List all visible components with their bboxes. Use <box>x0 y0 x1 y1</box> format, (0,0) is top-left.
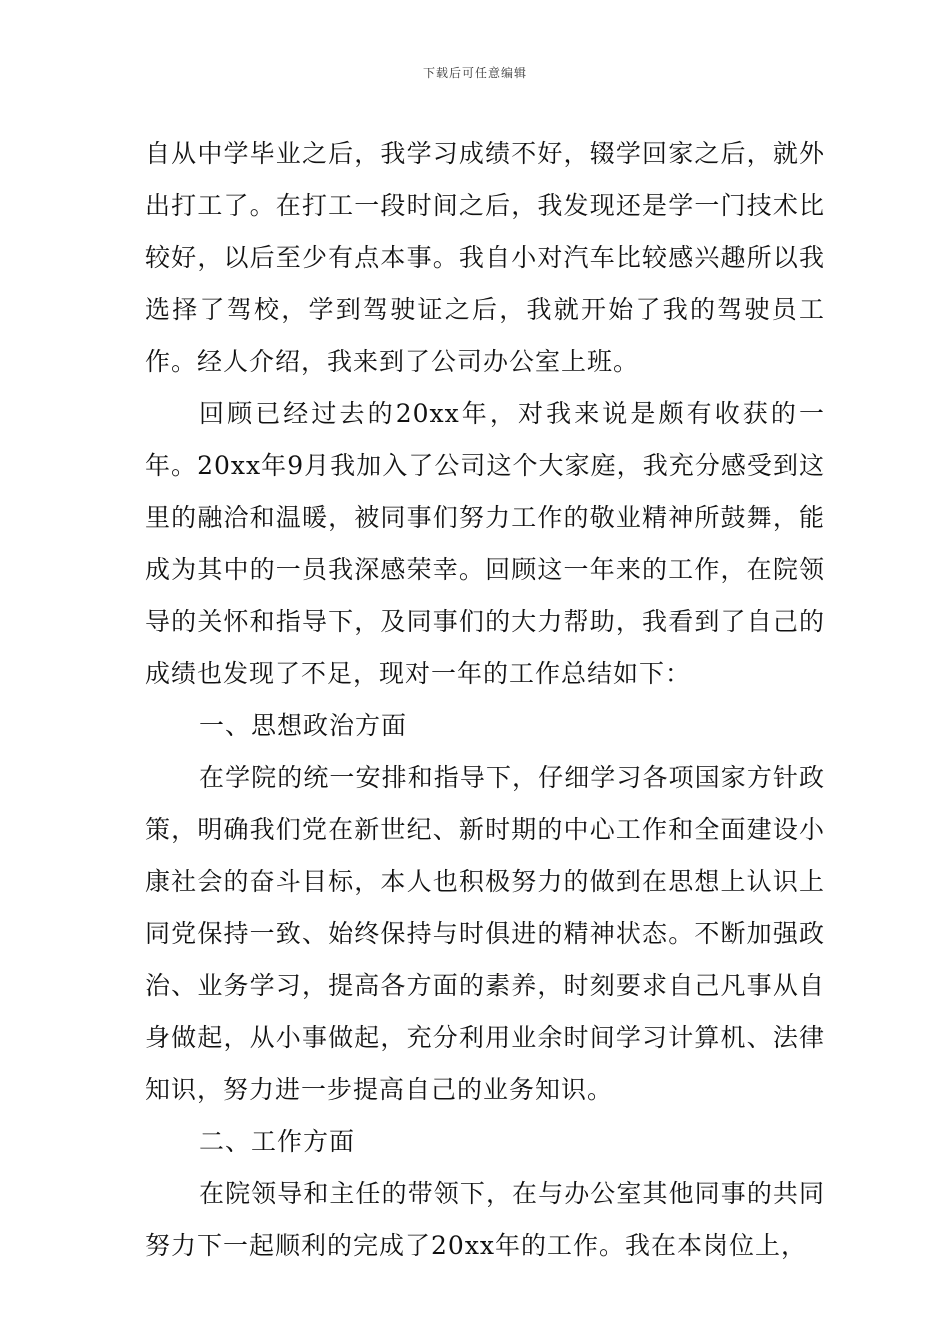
paragraph-intro: 自从中学毕业之后，我学习成绩不好，辍学回家之后，就外出打工了。在打工一段时间之后，我发现还是学一门技术比较好，以后至少有点本事。我自小对汽车比较感兴趣所以我选择了驾校，学到驾驶证之后，我就开始了我的驾驶员工作。经人介绍，我来到了公司办公室上班。 <box>145 139 825 376</box>
header-note: 下载后可任意编辑 <box>422 66 527 80</box>
document-body <box>145 128 825 1272</box>
section-heading-work: 二、工作方面 <box>199 1127 356 1156</box>
paragraph-ideology: 在学院的统一安排和指导下，仔细学习各项国家方针政策，明确我们党在新世纪、新时期的中心工作和全面建设小康社会的奋斗目标，本人也积极努力的做到在思想上认识上同党保持一致、始终保持与时俱进的精神状态。不断加强政治、业务学习，提高各方面的素养，时刻要求自己凡事从自身做起，从小事做起，充分利用业余时间学习计算机、法律知识，努力进一步提高自己的业务知识。 <box>145 763 825 1104</box>
section-heading-ideology: 一、思想政治方面 <box>199 711 408 740</box>
paragraph-review: 回顾已经过去的20xx年，对我来说是颇有收获的一年。20xx年9月我加入了公司这个大家庭，我充分感受到这里的融洽和温暖，被同事们努力工作的敬业精神所鼓舞，能成为其中的一员我深感荣幸。回顾这一年来的工作，在院领导的关怀和指导下，及同事们的大力帮助，我看到了自己的成绩也发现了不足，现对一年的工作总结如下： <box>145 399 825 688</box>
paragraph-work: 在院领导和主任的带领下，在与办公室其他同事的共同努力下一起顺利的完成了20xx年的工作。我在本岗位上， <box>145 1179 825 1260</box>
